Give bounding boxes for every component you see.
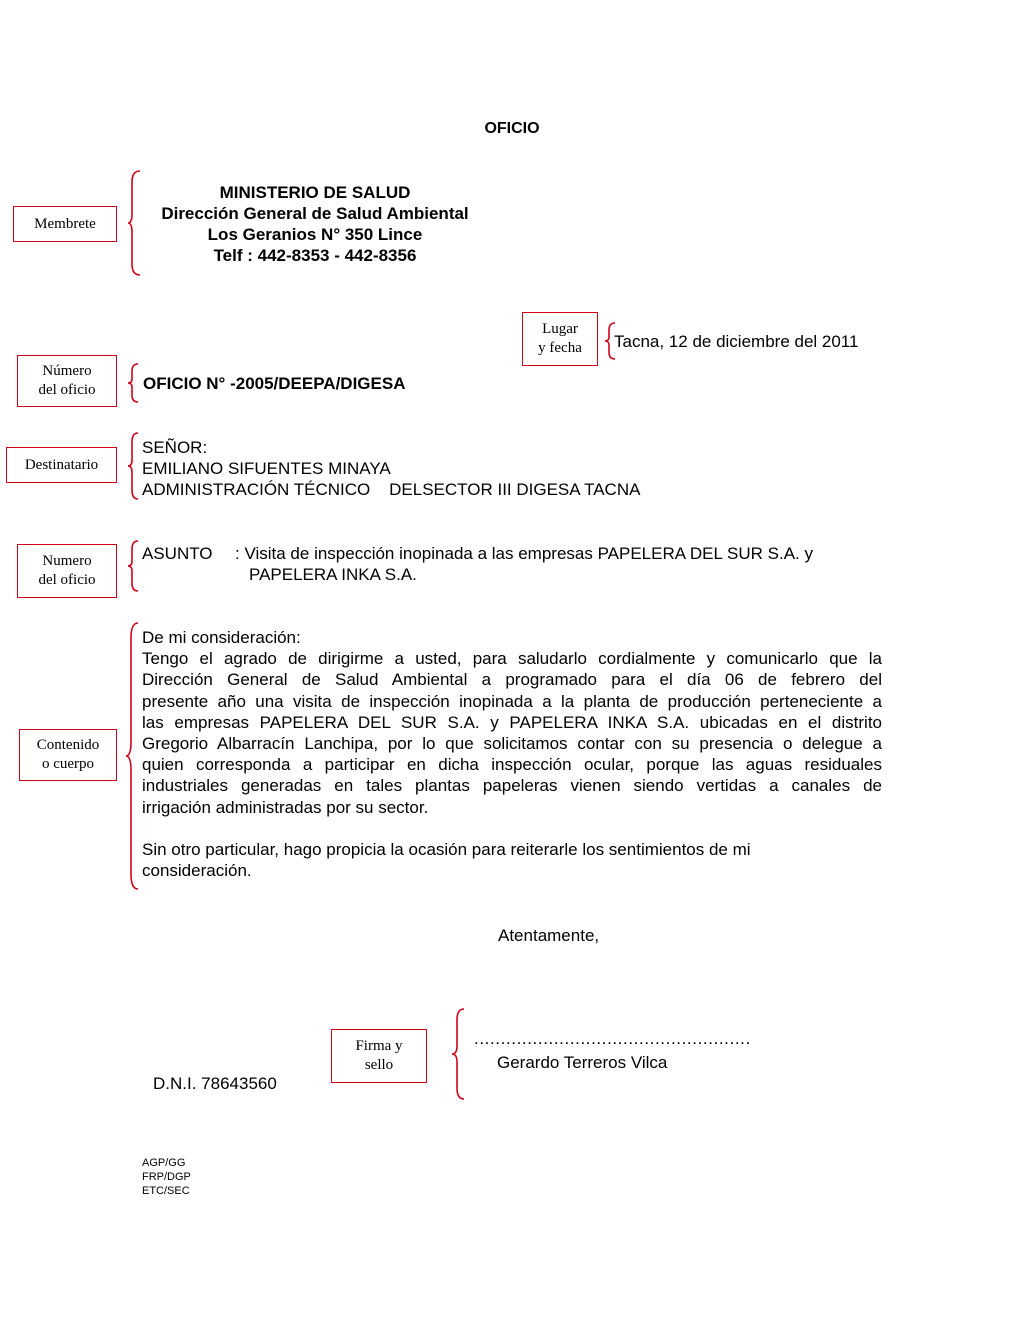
recipient-name: EMILIANO SIFUENTES MINAYA bbox=[142, 459, 391, 478]
annotation-lugar-label-2: y fecha bbox=[538, 340, 582, 356]
initials-line: AGP/GG bbox=[142, 1157, 186, 1169]
letterhead-department: Dirección General de Salud Ambiental bbox=[161, 204, 469, 223]
annotation-contenido-label-1: Contenido bbox=[36, 737, 100, 753]
annotation-destinatario-label: Destinatario bbox=[24, 456, 99, 473]
brace-destinatario bbox=[128, 432, 140, 500]
body-line: las empresas PAPELERA DEL SUR S.A. y PAPELERA INKA S.A. ubicadas en el distrito bbox=[142, 712, 882, 732]
annotation-numero-oficio-2 bbox=[17, 544, 117, 598]
closing-line-1: Sin otro particular, hago propicia la ocasión para reiterarle los sentimientos de mi bbox=[142, 840, 751, 859]
body-line: Tengo el agrado de dirigirme a usted, para saludarlo cordialmente y comunicarlo que la bbox=[142, 649, 882, 669]
letterhead-phone: Telf : 442-8353 - 442-8356 bbox=[213, 246, 417, 265]
document-title: OFICIO bbox=[484, 120, 540, 137]
brace-numero-oficio bbox=[128, 363, 140, 403]
annotation-numero-label-2: del oficio bbox=[38, 382, 96, 398]
subject-label: ASUNTO bbox=[142, 544, 213, 563]
recipient-position: ADMINISTRACIÓN TÉCNICO DELSECTOR III DIGESA TACNA bbox=[142, 480, 641, 499]
farewell: Atentamente, bbox=[498, 926, 600, 945]
brace-asunto bbox=[128, 540, 140, 592]
body-line: Gregorio Albarracín Lanchipa, por lo que solicitamos contar con su presencia o delegue a bbox=[142, 734, 882, 754]
recipient-title: SEÑOR: bbox=[142, 438, 208, 457]
body-line: presente año una visita de inspección inopinada a la planta de producción perteneciente a bbox=[142, 691, 882, 711]
annotation-numero2-label-2: del oficio bbox=[38, 572, 96, 588]
annotation-contenido bbox=[19, 729, 117, 781]
dni: D.N.I. 78643560 bbox=[153, 1074, 277, 1093]
annotation-membrete bbox=[13, 206, 117, 242]
subject-line-1: : Visita de inspección inopinada a las empresas PAPELERA DEL SUR S.A. y bbox=[235, 544, 813, 563]
closing-line-2: consideración. bbox=[142, 861, 252, 880]
letterhead-address: Los Geranios N° 350 Lince bbox=[207, 225, 423, 244]
signature-line: .................................................... bbox=[474, 1029, 751, 1048]
brace-membrete bbox=[128, 170, 142, 276]
reference-initials bbox=[142, 1156, 191, 1198]
body-line: irrigación administradas por su sector. bbox=[142, 797, 429, 817]
annotation-firma-sello bbox=[331, 1029, 427, 1083]
initials-line: FRP/DGP bbox=[142, 1171, 191, 1183]
annotation-lugar-fecha bbox=[522, 312, 598, 366]
body-line: Dirección General de Salud Ambiental a programado para el día 06 de febrero del bbox=[142, 670, 882, 690]
brace-contenido bbox=[126, 622, 140, 890]
annotation-contenido-label-2: o cuerpo bbox=[41, 756, 95, 772]
letterhead-ministry: MINISTERIO DE SALUD bbox=[219, 183, 411, 202]
office-number: OFICIO N° -2005/DEEPA/DIGESA bbox=[143, 374, 406, 393]
initials-line: ETC/SEC bbox=[142, 1185, 190, 1197]
annotation-firma-label-1: Firma y bbox=[355, 1038, 403, 1054]
body-line: quien corresponda a participar en dicha inspección ocular, porque las aguas residuales bbox=[142, 755, 882, 775]
brace-firma bbox=[452, 1008, 466, 1100]
annotation-numero-label-1: Número bbox=[42, 363, 92, 379]
greeting: De mi consideración: bbox=[142, 628, 301, 647]
annotation-firma-label-2: sello bbox=[364, 1057, 394, 1073]
subject-line-2: PAPELERA INKA S.A. bbox=[249, 565, 417, 584]
annotation-membrete-label: Membrete bbox=[34, 215, 96, 232]
annotation-numero-oficio bbox=[17, 355, 117, 407]
letter-body bbox=[142, 627, 882, 818]
signer-name: Gerardo Terreros Vilca bbox=[497, 1053, 668, 1072]
annotation-lugar-label-1: Lugar bbox=[542, 321, 578, 337]
body-line: industriales generadas en tales plantas papeleras vienen siendo vertidas a canales de bbox=[142, 776, 882, 796]
annotation-numero2-label-1: Numero bbox=[42, 553, 92, 569]
annotation-destinatario bbox=[6, 447, 117, 483]
place-date: Tacna, 12 de diciembre del 2011 bbox=[614, 332, 859, 351]
letterhead bbox=[145, 182, 485, 266]
